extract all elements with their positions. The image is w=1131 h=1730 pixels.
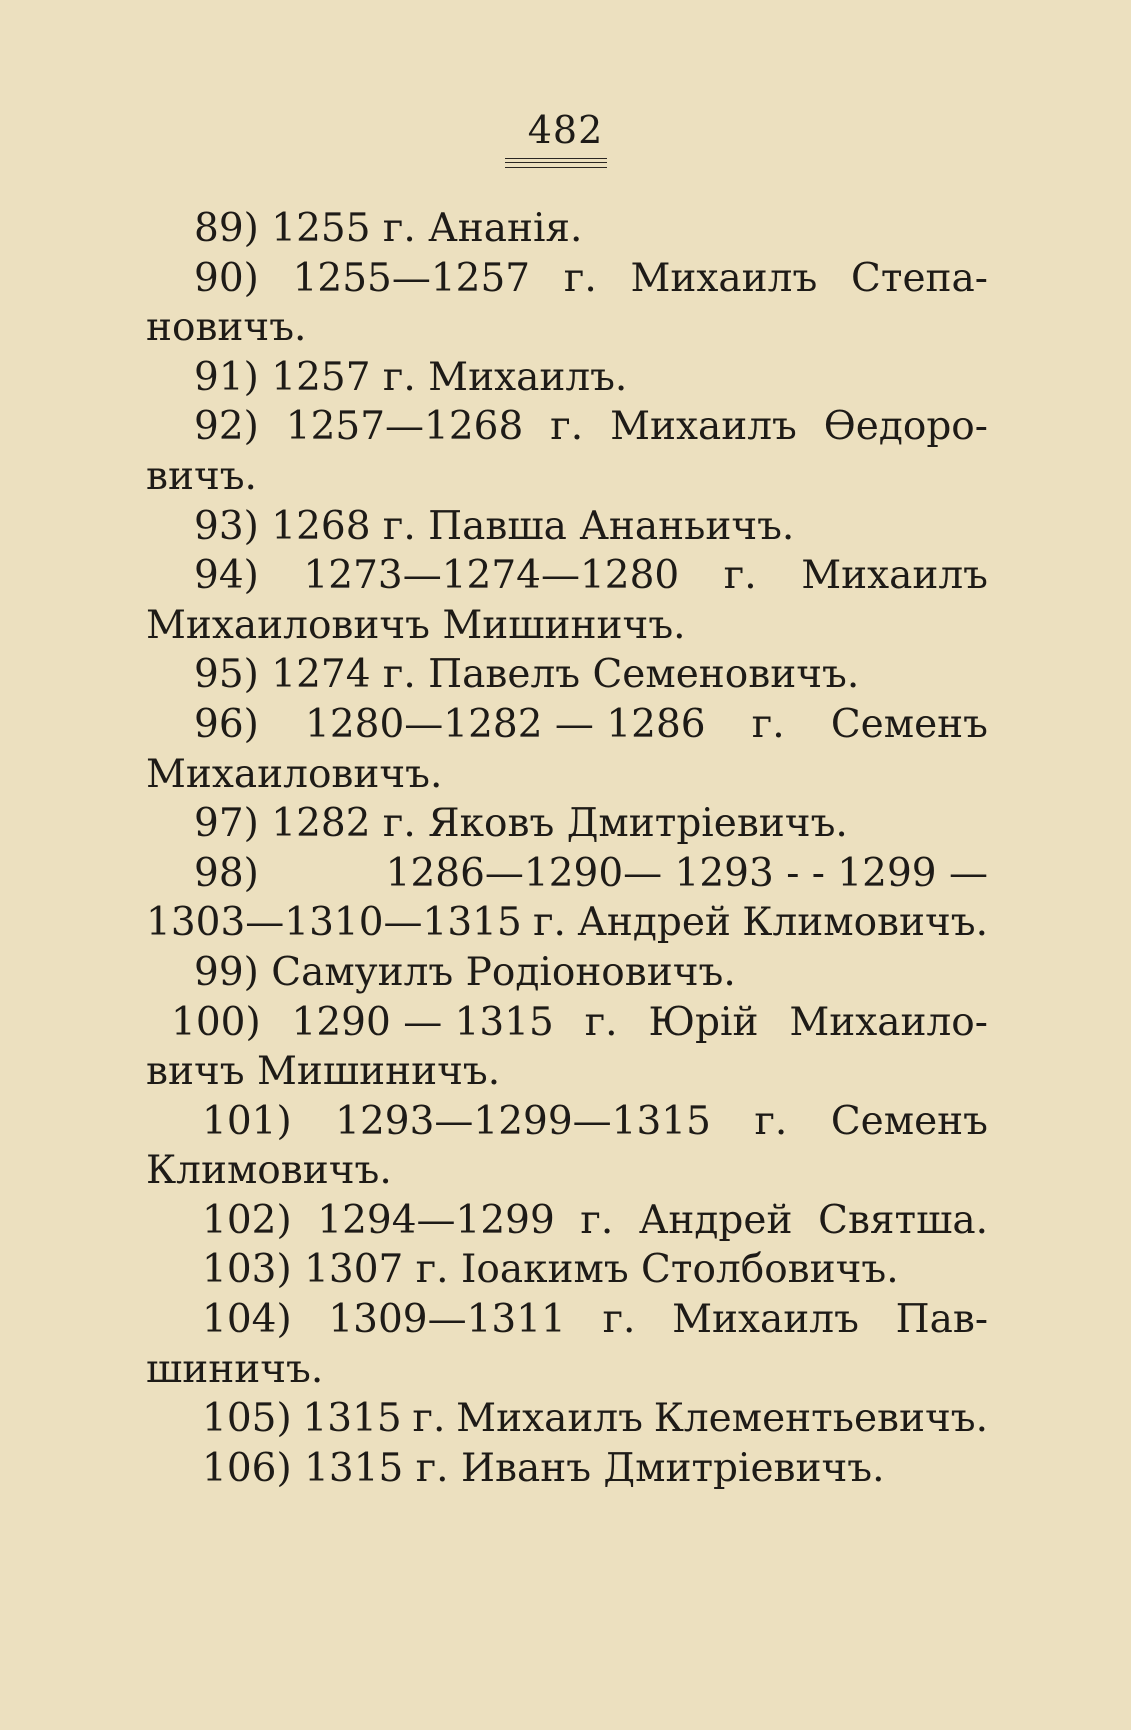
word: Михаилъ xyxy=(610,404,797,450)
word: г. xyxy=(415,1247,449,1293)
word: 1309—1311 xyxy=(328,1297,566,1343)
word: 1257—1268 xyxy=(285,404,524,450)
text-line xyxy=(146,799,988,849)
word: Родіоновичъ. xyxy=(465,949,736,995)
word: г. xyxy=(382,206,416,251)
text-line xyxy=(146,898,988,948)
word: Дмитріевичъ. xyxy=(566,801,848,847)
word: 92) xyxy=(194,404,259,450)
word: г. xyxy=(602,1297,636,1343)
word: Дмитріевичъ. xyxy=(603,1445,885,1491)
word: Павша xyxy=(428,503,567,549)
text-line xyxy=(146,998,988,1048)
word: Иванъ xyxy=(460,1445,592,1491)
word: Семенъ xyxy=(830,701,988,747)
word: 96) xyxy=(194,701,259,747)
word: Семеновичъ. xyxy=(592,652,860,698)
word: 103) xyxy=(202,1247,292,1293)
word: 1286—1290— 1293 - - 1299 — xyxy=(385,850,988,896)
double-rule-divider xyxy=(505,158,607,168)
word: 1315 xyxy=(304,1445,404,1491)
word: г. xyxy=(382,652,416,698)
word: г. xyxy=(550,404,584,450)
word: 91) xyxy=(194,354,259,400)
text-line xyxy=(146,948,988,998)
word: 1274 xyxy=(271,652,371,698)
text-line xyxy=(146,849,988,899)
word: 97) xyxy=(194,801,259,847)
word: 98) xyxy=(194,850,259,896)
word: 105) xyxy=(202,1396,292,1442)
word: Семенъ xyxy=(830,1098,988,1144)
word: Михаилъ. xyxy=(428,354,628,400)
text-line xyxy=(146,1196,988,1246)
word: г. xyxy=(563,255,597,301)
word: 100) xyxy=(171,999,261,1045)
word: г. xyxy=(415,1445,449,1491)
word: Клементьевичъ. xyxy=(653,1396,988,1442)
page-number: 482 xyxy=(527,108,604,152)
word: Мишиничъ. xyxy=(256,1049,501,1095)
word: Михаилъ xyxy=(672,1297,859,1343)
word: 102) xyxy=(202,1197,292,1243)
word: Андрей xyxy=(577,900,731,946)
word: Андрей xyxy=(638,1197,793,1243)
word: г. xyxy=(412,1396,446,1442)
text-line xyxy=(146,1245,988,1295)
word: 94) xyxy=(194,553,259,599)
word: Ананьичъ. xyxy=(579,503,795,549)
word: 101) xyxy=(202,1098,292,1144)
word: 1255 xyxy=(271,206,371,251)
word: новичъ. xyxy=(146,305,307,351)
word: 1307 xyxy=(304,1247,404,1293)
text-line xyxy=(146,502,988,552)
text-line xyxy=(146,303,988,353)
text-line xyxy=(146,1345,988,1395)
word: Павелъ xyxy=(428,652,581,698)
word: Өедоро- xyxy=(823,404,988,450)
word: г. xyxy=(723,553,757,599)
word: 90) xyxy=(194,255,259,301)
word: вичъ xyxy=(146,1049,245,1095)
word: г. xyxy=(584,999,618,1045)
word: 106) xyxy=(202,1445,292,1491)
text-line xyxy=(146,700,988,750)
text-line xyxy=(146,254,988,304)
word: 1294—1299 xyxy=(317,1197,555,1243)
text-line xyxy=(146,650,988,700)
word: Самуилъ xyxy=(271,949,454,995)
word: вичъ. xyxy=(146,453,257,499)
word: г. xyxy=(382,354,416,400)
word: Пав- xyxy=(895,1297,988,1343)
word: 89) xyxy=(194,206,259,251)
word: Святша. xyxy=(818,1197,988,1243)
word: Михаиловичъ xyxy=(146,602,430,648)
word: 1290 — 1315 xyxy=(291,999,554,1045)
text-line xyxy=(146,353,988,403)
word: г. xyxy=(382,503,416,549)
word: 1257 xyxy=(271,354,371,400)
text-line xyxy=(146,1444,988,1494)
word: 1273—1274—1280 xyxy=(303,553,680,599)
word: 1303—1310—1315 xyxy=(146,900,522,946)
word: г. xyxy=(751,701,785,747)
word: г. xyxy=(382,801,416,847)
word: 1268 xyxy=(271,503,371,549)
word: Климовичъ. xyxy=(742,900,988,946)
word: 1282 xyxy=(271,801,371,847)
word: Іоакимъ xyxy=(460,1247,629,1293)
word: Столбовичъ. xyxy=(641,1247,899,1293)
word: Климовичъ. xyxy=(146,1148,392,1194)
text-body xyxy=(146,204,988,1493)
word: г. xyxy=(580,1197,614,1243)
word: 1280—1282 — 1286 xyxy=(305,701,706,747)
word: 104) xyxy=(202,1297,292,1343)
word: 95) xyxy=(194,652,259,698)
word: г. xyxy=(754,1098,788,1144)
word: шиничъ. xyxy=(146,1346,324,1392)
word: Яковъ xyxy=(428,801,555,847)
word: 1293—1299—1315 xyxy=(335,1098,711,1144)
word: Михаилъ xyxy=(456,1396,643,1442)
text-line xyxy=(146,551,988,601)
word: Мишиничъ. xyxy=(442,602,686,648)
word: 93) xyxy=(194,503,259,549)
word: Михаило- xyxy=(789,999,988,1045)
word: 99) xyxy=(194,949,259,995)
text-line xyxy=(146,1295,988,1345)
word: 1255—1257 xyxy=(292,255,531,301)
word: 1315 xyxy=(302,1396,402,1442)
text-line xyxy=(146,402,988,452)
text-line xyxy=(146,1097,988,1147)
text-line xyxy=(146,1146,988,1196)
word: г. xyxy=(533,900,566,946)
word: Степа- xyxy=(851,255,988,301)
text-line xyxy=(146,1394,988,1444)
text-line xyxy=(146,601,988,651)
word: Ананія. xyxy=(428,206,583,251)
word: Михаиловичъ. xyxy=(146,751,443,797)
word: Михаилъ xyxy=(801,553,988,599)
word: Юрій xyxy=(648,999,759,1045)
text-line xyxy=(146,1047,988,1097)
text-line xyxy=(146,204,988,254)
text-line xyxy=(146,750,988,800)
text-line xyxy=(146,452,988,502)
word: Михаилъ xyxy=(630,255,818,301)
